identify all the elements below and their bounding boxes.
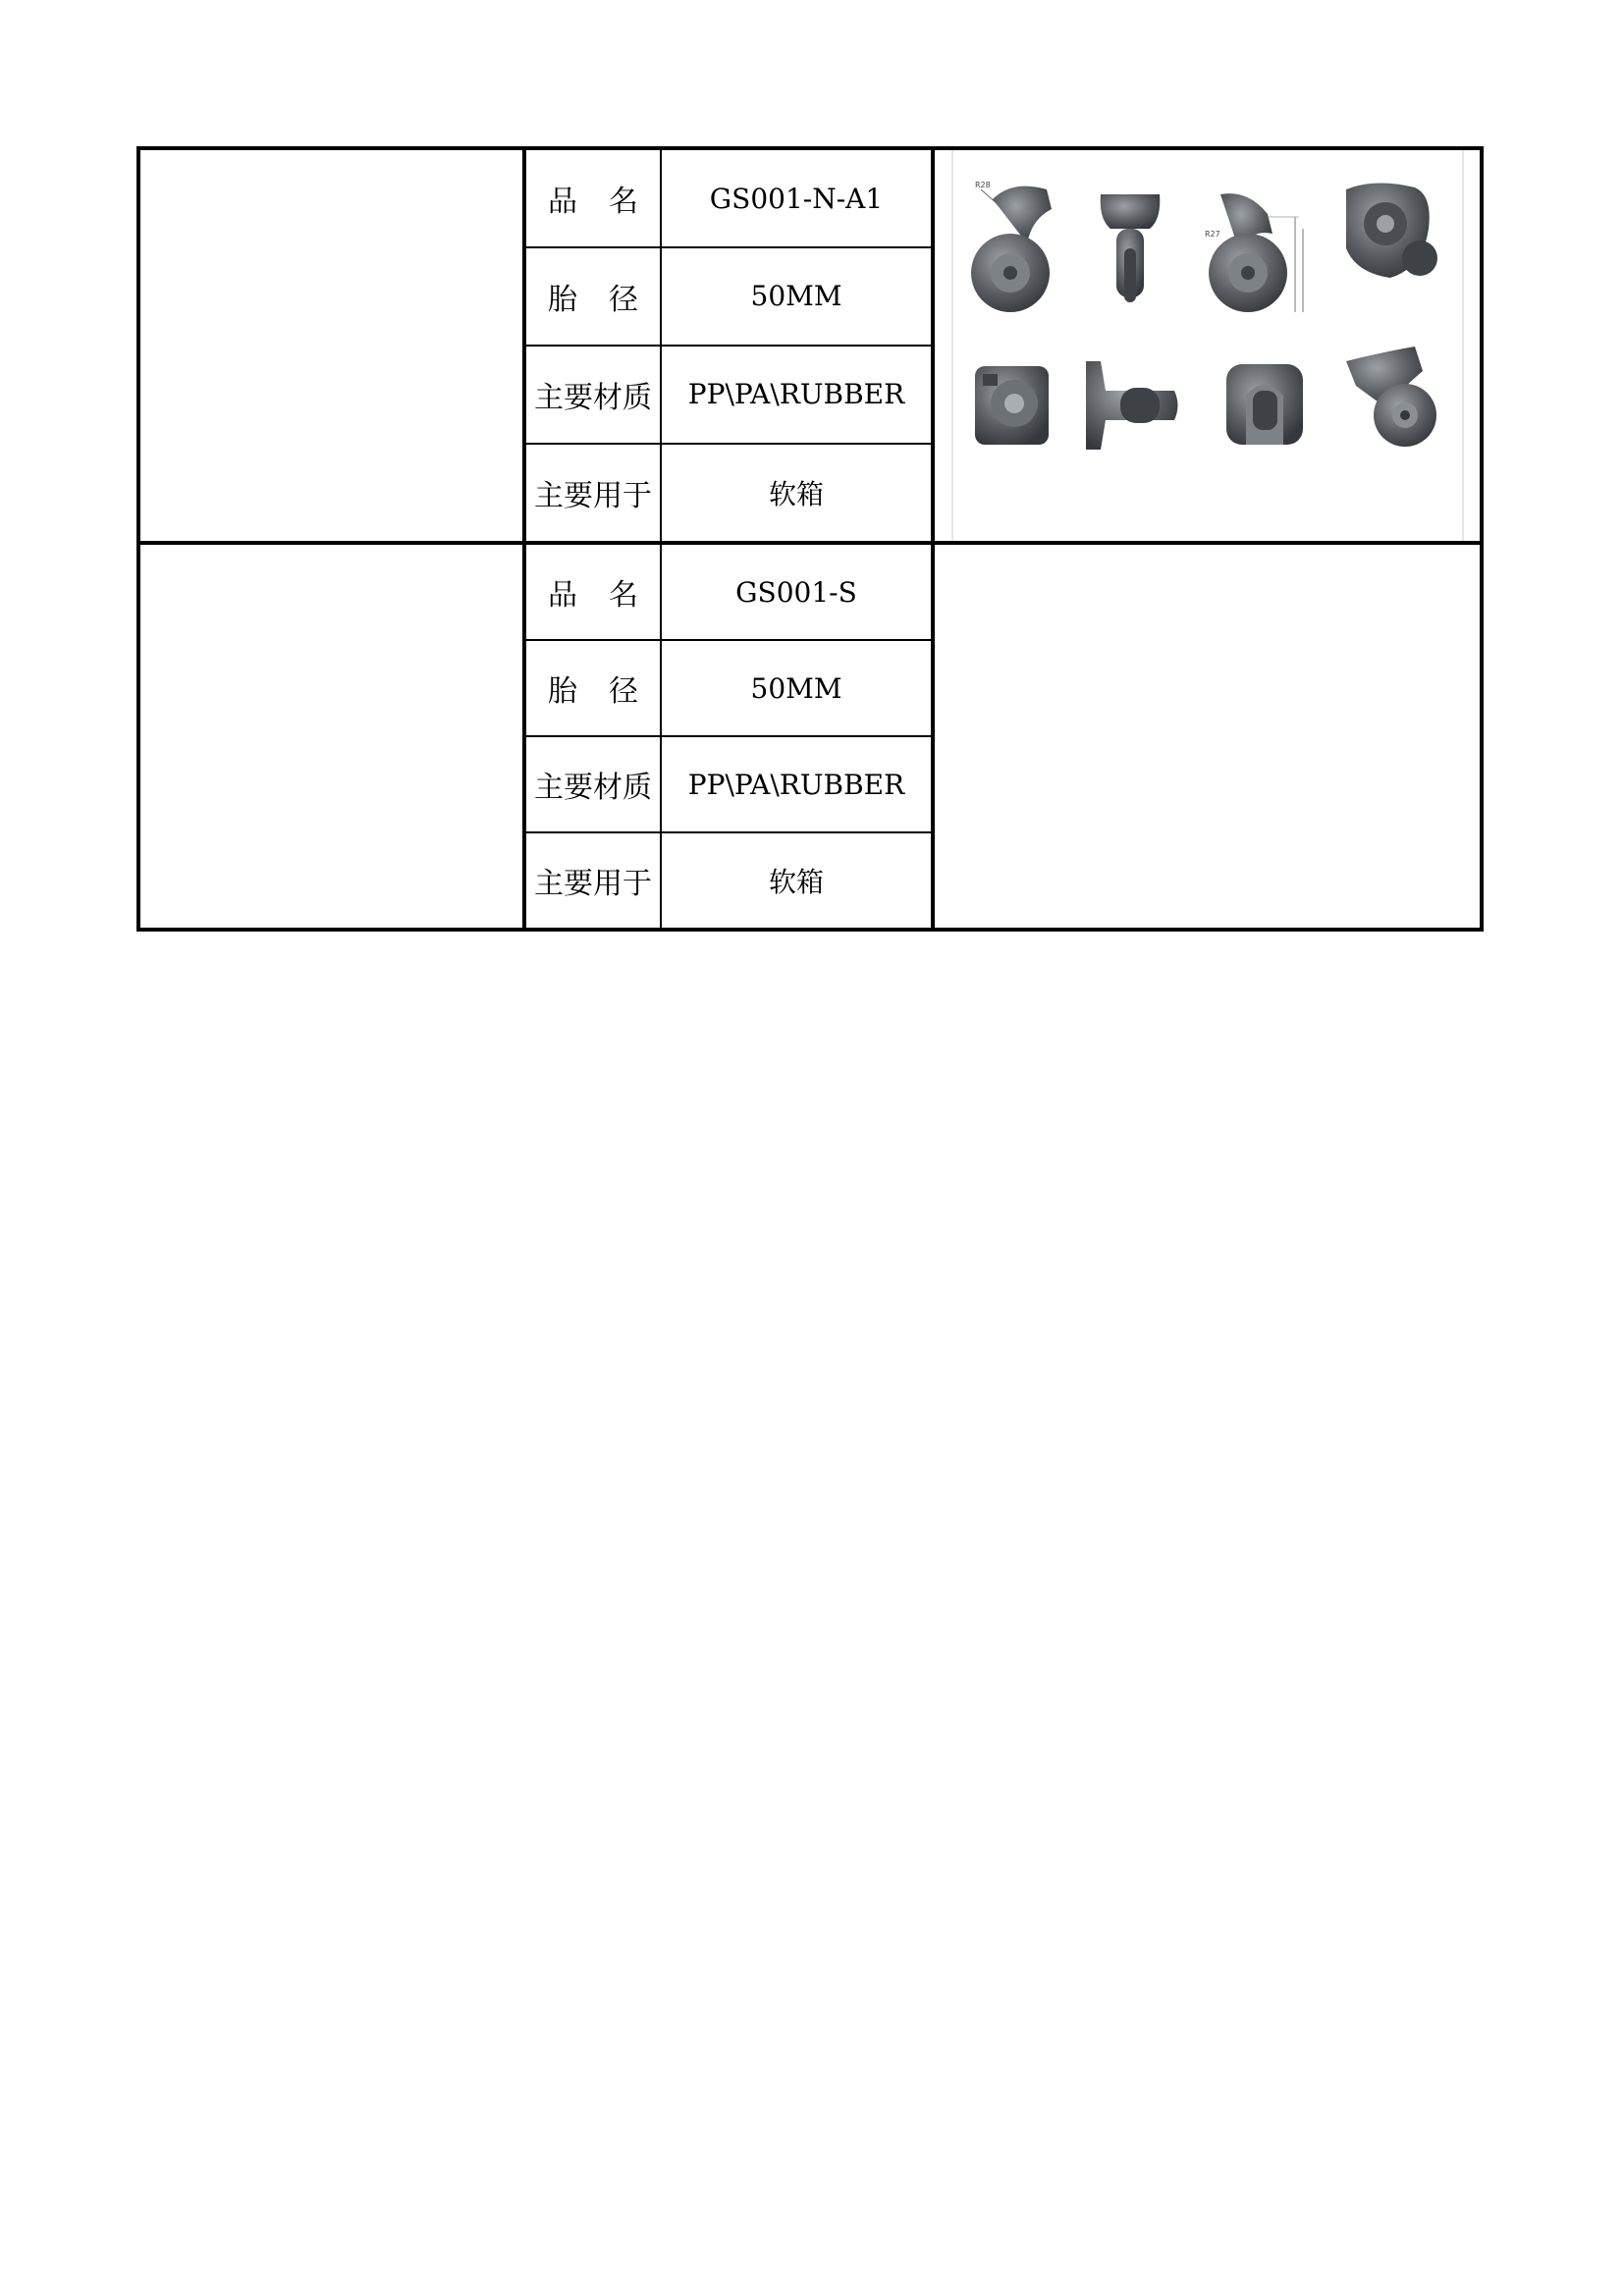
product-views-drawing: [953, 150, 1462, 541]
diameter-value: 50MM: [661, 247, 933, 346]
rear-view-icon: [1226, 364, 1303, 445]
product-views-panel: [951, 150, 1464, 541]
dimension-view-icon: [1205, 193, 1303, 312]
product-2-views-cell: [933, 543, 1482, 930]
front-view-icon: [1100, 194, 1160, 302]
product-1-views-cell: [933, 148, 1482, 543]
diameter-label: 胎 径: [524, 247, 661, 346]
diameter-label: 胎 径: [524, 640, 661, 736]
name-label: 品 名: [524, 543, 661, 640]
usage-label: 主要用于: [524, 444, 661, 543]
top-view-icon: [1346, 183, 1437, 278]
svg-text:R28: R28: [974, 181, 991, 189]
name-value: GS001-S: [661, 543, 933, 640]
usage-value: 软箱: [661, 444, 933, 543]
product-2-photo-cell: [138, 543, 524, 930]
name-label: 品 名: [524, 148, 661, 247]
angled-view-icon: [1346, 347, 1436, 447]
material-label: 主要材质: [524, 736, 661, 832]
material-value: PP\PA\RUBBER: [661, 346, 933, 444]
product-2-row-name: [138, 543, 1482, 640]
diameter-value: 50MM: [661, 640, 933, 736]
product-1-row-name: [138, 148, 1482, 247]
product-spec-table: [136, 146, 1484, 932]
side-view-icon: [971, 181, 1052, 312]
usage-value: 软箱: [661, 832, 933, 930]
material-value: PP\PA\RUBBER: [661, 736, 933, 832]
material-label: 主要材质: [524, 346, 661, 444]
name-value: GS001-N-A1: [661, 148, 933, 247]
svg-text:R27: R27: [1204, 230, 1220, 239]
usage-label: 主要用于: [524, 832, 661, 930]
profile-view-icon: [1086, 361, 1178, 450]
product-1-photo-cell: [138, 148, 524, 543]
bottom-view-icon: [975, 366, 1049, 445]
